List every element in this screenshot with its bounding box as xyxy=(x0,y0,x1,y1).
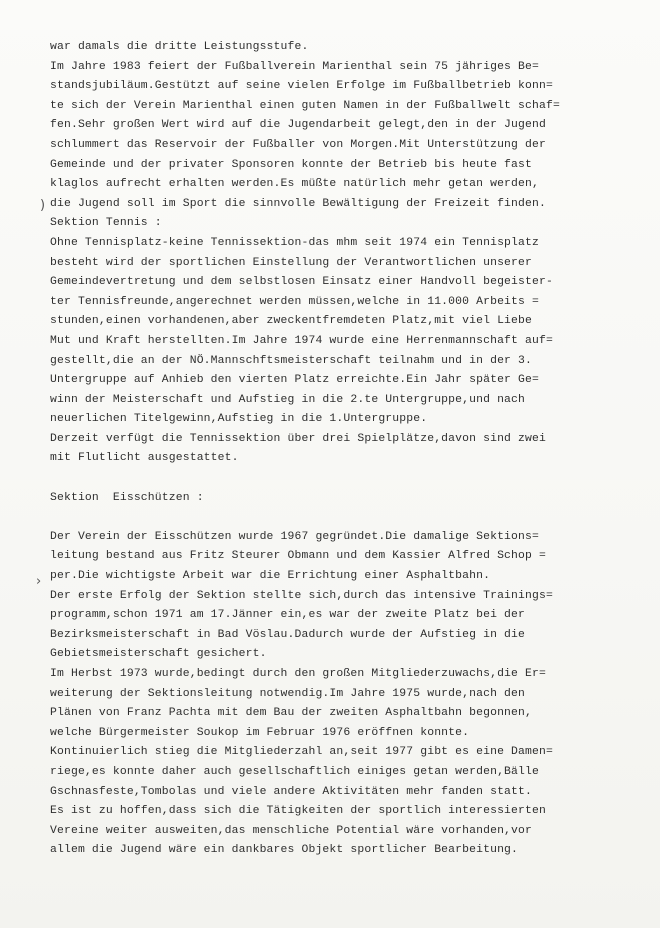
text-line: mit Flutlicht ausgestattet. xyxy=(50,452,239,465)
blank-line xyxy=(50,508,650,528)
text-line: Der erste Erfolg der Sektion stellte sich,durch das intensive Trainings= xyxy=(50,589,553,602)
text-line: Gemeinde und der privater Sponsoren konnte der Betrieb bis heute fast xyxy=(50,158,532,171)
text-line: Im Jahre 1983 feiert der Fußballverein Marienthal sein 75 jähriges Be= xyxy=(50,60,539,73)
text-line: Gebietsmeisterschaft gesichert. xyxy=(50,648,267,661)
text-line: fen.Sehr großen Wert wird auf die Jugendarbeit gelegt,den in der Jugend xyxy=(50,119,546,132)
text-line: Vereine weiter ausweiten,das menschliche Potential wäre vorhanden,vor xyxy=(50,824,532,837)
pen-mark: ) xyxy=(40,198,46,213)
section-heading-tennis: Sektion Tennis : xyxy=(50,217,162,230)
text-line: schlummert das Reservoir der Fußballer von Morgen.Mit Unterstützung der xyxy=(50,138,546,151)
text-line: war damals die dritte Leistungsstufe. xyxy=(50,41,309,53)
text-line: Bezirksmeisterschaft in Bad Vöslau.Dadurch wurde der Aufstieg in die xyxy=(50,628,526,641)
section-heading-eisschuetzen: Sektion Eisschützen : xyxy=(50,491,204,504)
text-line: Untergruppe auf Anhieb den vierten Platz erreichte.Ein Jahr später Ge= xyxy=(50,374,539,387)
text-line: winn der Meisterschaft und Aufstieg in die 2.te Untergruppe,und nach xyxy=(50,393,526,406)
text-line: Kontinuierlich stieg die Mitgliederzahl an,seit 1977 gibt es eine Damen= xyxy=(50,746,553,759)
text-line: Plänen von Franz Pachta mit dem Bau der zweiten Asphaltbahn begonnen, xyxy=(50,707,532,720)
text-line: te sich der Verein Marienthal einen guten Namen in der Fußballwelt schaf= xyxy=(50,99,560,112)
text-line: Ohne Tennisplatz-keine Tennissektion-das mhm seit 1974 ein Tennisplatz xyxy=(50,236,539,249)
text-line: riege,es konnte daher auch gesellschaftlich einiges getan werden,Bälle xyxy=(50,765,539,778)
text-line: die Jugend soll im Sport die sinnvolle Bewältigung der Freizeit finden. xyxy=(50,197,546,210)
text-line: per.Die wichtigste Arbeit war die Errichtung einer Asphaltbahn. xyxy=(50,570,491,583)
document-text xyxy=(50,38,650,861)
text-line: neuerlichen Titelgewinn,Aufstieg in die 1.Untergruppe. xyxy=(50,413,428,426)
text-line: ter Tennisfreunde,angerechnet werden müssen,welche in 11.000 Arbeits = xyxy=(50,295,539,308)
text-line: Der Verein der Eisschützen wurde 1967 gegründet.Die damalige Sektions= xyxy=(50,530,539,543)
text-line: klaglos aufrecht erhalten werden.Es müßte natürlich mehr getan werden, xyxy=(50,178,539,191)
text-line: Im Herbst 1973 wurde,bedingt durch den großen Mitgliederzuwachs,die Er= xyxy=(50,668,546,680)
text-line: besteht wird der sportlichen Einstellung der Verantwortlichen unserer xyxy=(50,256,532,269)
text-line: standsjubiläum.Gestützt auf seine vielen Erfolge im Fußballbetrieb konn= xyxy=(50,80,553,93)
text-line: weiterung der Sektionsleitung notwendig.Im Jahre 1975 wurde,nach den xyxy=(50,687,526,700)
text-line: leitung bestand aus Fritz Steurer Obmann und dem Kassier Alfred Schop = xyxy=(50,550,546,563)
text-line: Derzeit verfügt die Tennissektion über drei Spielplätze,davon sind zwei xyxy=(50,432,546,445)
pen-tick: › xyxy=(36,574,42,589)
text-line: Mut und Kraft herstellten.Im Jahre 1974 wurde eine Herrenmannschaft auf= xyxy=(50,334,553,347)
text-line: programm,schon 1971 am 17.Jänner ein,es war der zweite Platz bei der xyxy=(50,609,526,622)
text-line: Es ist zu hoffen,dass sich die Tätigkeiten der sportlich interessierten xyxy=(50,805,546,818)
text-line: welche Bürgermeister Soukop im Februar 1976 eröffnen konnte. xyxy=(50,726,470,739)
blank-line xyxy=(50,469,650,489)
text-line: gestellt,die an der NÖ.Mannschftsmeisterschaft teilnahm und in der 3. xyxy=(50,354,532,367)
text-line: Gemeindevertretung und dem selbstlosen Einsatz einer Handvoll begeister- xyxy=(50,276,553,289)
text-line: Gschnasfeste,Tombolas und viele andere Aktivitäten mehr fanden statt. xyxy=(50,785,532,798)
text-line: allem die Jugend wäre ein dankbares Objekt sportlicher Bearbeitung. xyxy=(50,844,519,857)
text-line: stunden,einen vorhandenen,aber zweckentfremdeten Platz,mit viel Liebe xyxy=(50,315,532,328)
